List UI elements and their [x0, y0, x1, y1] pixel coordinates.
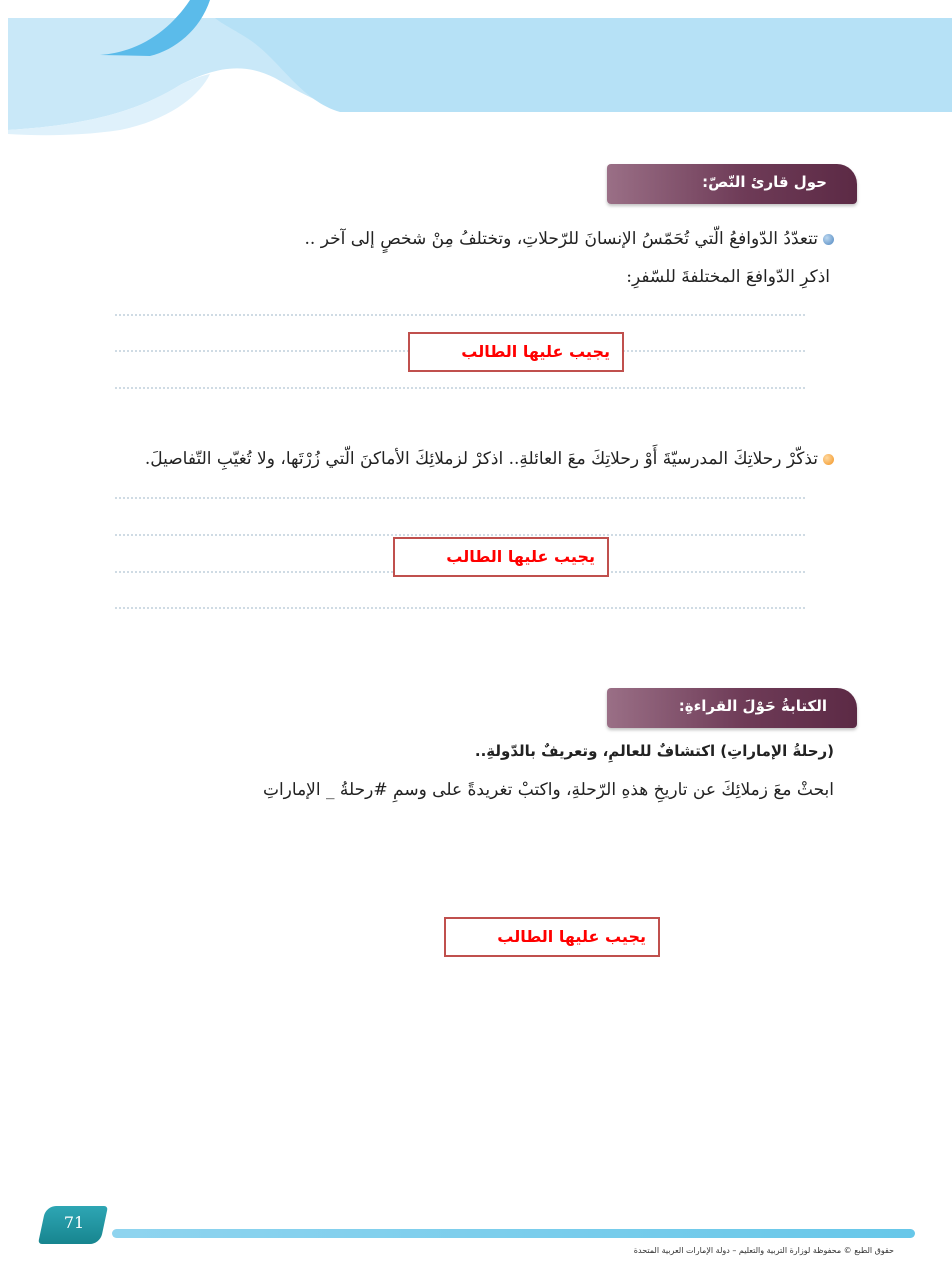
- answer-line: [115, 534, 805, 536]
- writing-heading: (رحلةُ الإماراتِ) اكتشافٌ للعالمِ، وتعريفٌ بالدّولةِ..: [474, 742, 834, 760]
- section-tab-writing: [607, 688, 857, 728]
- section-title: حول قارئ النّصّ:: [702, 173, 827, 191]
- section-title: الكتابةُ حَوْلَ القراءةِ:: [678, 697, 827, 715]
- answer-text: يجيب عليها الطالب: [461, 342, 610, 361]
- answer-line: [115, 387, 805, 389]
- answer-text: يجيب عليها الطالب: [497, 927, 646, 946]
- page-number: 71: [63, 1213, 85, 1232]
- answer-box: [444, 917, 660, 957]
- copyright-notice: حقوق الطبع © محفوظة لوزارة التربية والتعليم – دولة الإمارات العربية المتحدة: [633, 1246, 894, 1255]
- question-1-line-2: اذكرِ الدّوافعَ المختلفةَ للسّفرِ:: [626, 267, 830, 287]
- writing-prompt: ابحثْ معَ زملائِكَ عن تاريخِ هذهِ الرّحلةِ، واكتبْ تغريدةً على وسمِ #رحلةُ _ الإماراتِ: [262, 780, 834, 800]
- answer-box: [408, 332, 624, 372]
- answer-text: يجيب عليها الطالب: [446, 547, 595, 566]
- answer-line: [115, 607, 805, 609]
- question-2: [145, 440, 834, 478]
- question-2-text: تذكّرْ رحلاتِكَ المدرسيّةَ أَوْ رحلاتِكَ معَ العائلةِ.. اذكرْ لزملائِكَ الأماكنَ الّتي زُرْتَها، ولا تُغيّبِ التّفاصيلَ.: [144, 449, 818, 469]
- bullet-icon: [823, 454, 834, 465]
- question-1-line-1: تتعدّدُ الدّوافعُ الّتي تُحَمّسُ الإنسانَ للرّحلاتِ، وتختلفُ مِنْ شخصٍ إلى آخر ..: [304, 229, 818, 249]
- answer-line: [115, 314, 805, 316]
- bullet-icon: [823, 234, 834, 245]
- section-tab-reader: [607, 164, 857, 204]
- answer-line: [115, 497, 805, 499]
- question-1: [304, 220, 834, 296]
- header-banner: [0, 0, 952, 140]
- answer-box: [393, 537, 609, 577]
- footer-bar: [112, 1229, 915, 1238]
